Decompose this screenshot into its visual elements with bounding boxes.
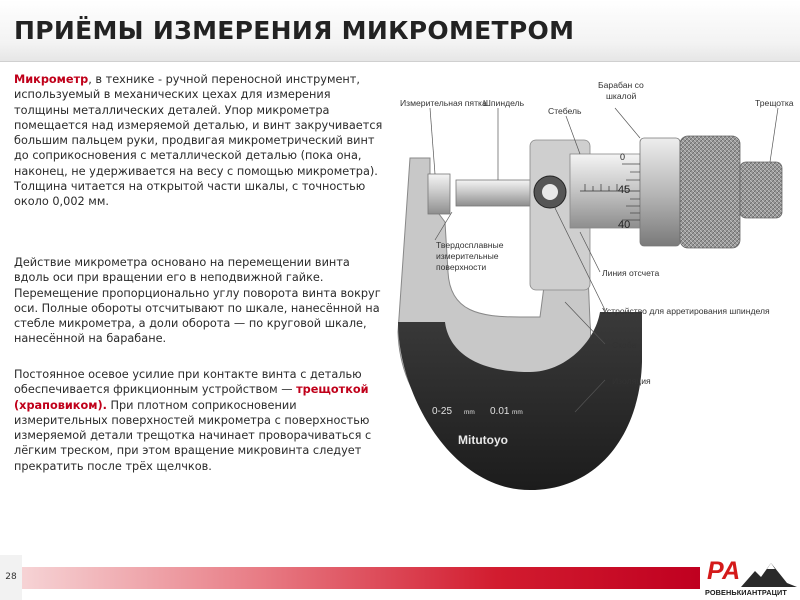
label-index-line: Линия отсчета	[602, 268, 660, 278]
label-frame: Скоба	[612, 340, 637, 350]
paragraph-principle: Действие микрометра основано на перемещении винта вдоль оси при вращении его в неподвижной гайке. Перемещение пропорционально углу поворота винта вокруг оси. Полные обороты отсчитывают по шкале, нанесённой на стебле микрометра, а доли оборота — по круговой шкале, нанесённой на барабане.	[14, 256, 381, 346]
page-number: 28	[0, 555, 22, 600]
logo-mark: РА	[707, 557, 741, 585]
paragraph-definition	[14, 72, 384, 210]
label-sleeve: Стебель	[548, 106, 582, 116]
label-thimble-1: Барабан со	[598, 80, 644, 90]
title-bar	[0, 0, 800, 62]
logo-text: РОВЕНЬКИАНТРАЦИТ	[705, 588, 787, 597]
label-lock: Устройство для арретирования шпинделя	[602, 306, 770, 316]
frame-unit: mm	[464, 409, 475, 416]
label-spindle: Шпиндель	[483, 98, 525, 108]
footer	[0, 555, 800, 600]
scale-number-45: 45	[618, 184, 631, 196]
term-micrometer: Микрометр	[14, 73, 89, 86]
label-faces-3: поверхности	[436, 262, 487, 272]
company-logo	[703, 557, 797, 599]
thimble	[640, 138, 680, 246]
anvil	[428, 174, 450, 214]
scale-number-40: 40	[618, 219, 631, 231]
definition-text: , в технике - ручной переносной инструмент, используемый в механических цехах для измерения толщины металлических деталей. Упор микрометра помещается над измеряемой деталью, и винт закручивается большим пальцем руки, продвигая микрометрический винт до соприкосновения с металлической деталью (пока она, наконец, не удерживается на весу с помощью микрометра). Толщина читается на открытой части шкалы, с точностью около 0,002 мм.	[14, 73, 383, 209]
label-ratchet: Трещотка	[755, 98, 794, 108]
ratchet	[740, 162, 782, 218]
label-faces-1: Твердосплавные	[436, 240, 504, 250]
logo-mountain-icon	[741, 559, 797, 589]
label-insulation: Изоляция	[612, 376, 651, 386]
frame-range: 0-25	[432, 406, 453, 417]
ratchet-text-after: При плотном соприкосновении измерительных поверхностей микрометра с поверхностью измеряемой детали трещотка начинает проворачиваться с лёгким треском, при этом вращение микровинта следует прекратить после трёх щелчков.	[14, 398, 372, 473]
frame-resolution: 0.01	[490, 406, 510, 417]
brand-logo: Mitutoyo	[458, 433, 508, 447]
page-title: ПРИЁМЫ ИЗМЕРЕНИЯ МИКРОМЕТРОМ	[14, 16, 575, 45]
paragraph-ratchet	[14, 367, 384, 474]
label-faces-2: измерительные	[436, 251, 499, 261]
micrometer-illustration	[390, 72, 795, 512]
footer-band	[22, 567, 700, 589]
thimble-knurl	[680, 136, 740, 248]
micrometer-figure	[390, 72, 795, 512]
label-anvil: Измерительная пятка	[400, 98, 487, 108]
ratchet-text-before: Постоянное осевое усилие при контакте винта с деталью обеспечивается фрикционным устройством —	[14, 368, 362, 397]
ratchet-term: трещоткой (храповиком).	[14, 383, 369, 412]
label-thimble-2: шкалой	[606, 91, 637, 101]
scale-number-0: 0	[620, 152, 626, 162]
frame-unit-2: mm	[512, 409, 523, 416]
